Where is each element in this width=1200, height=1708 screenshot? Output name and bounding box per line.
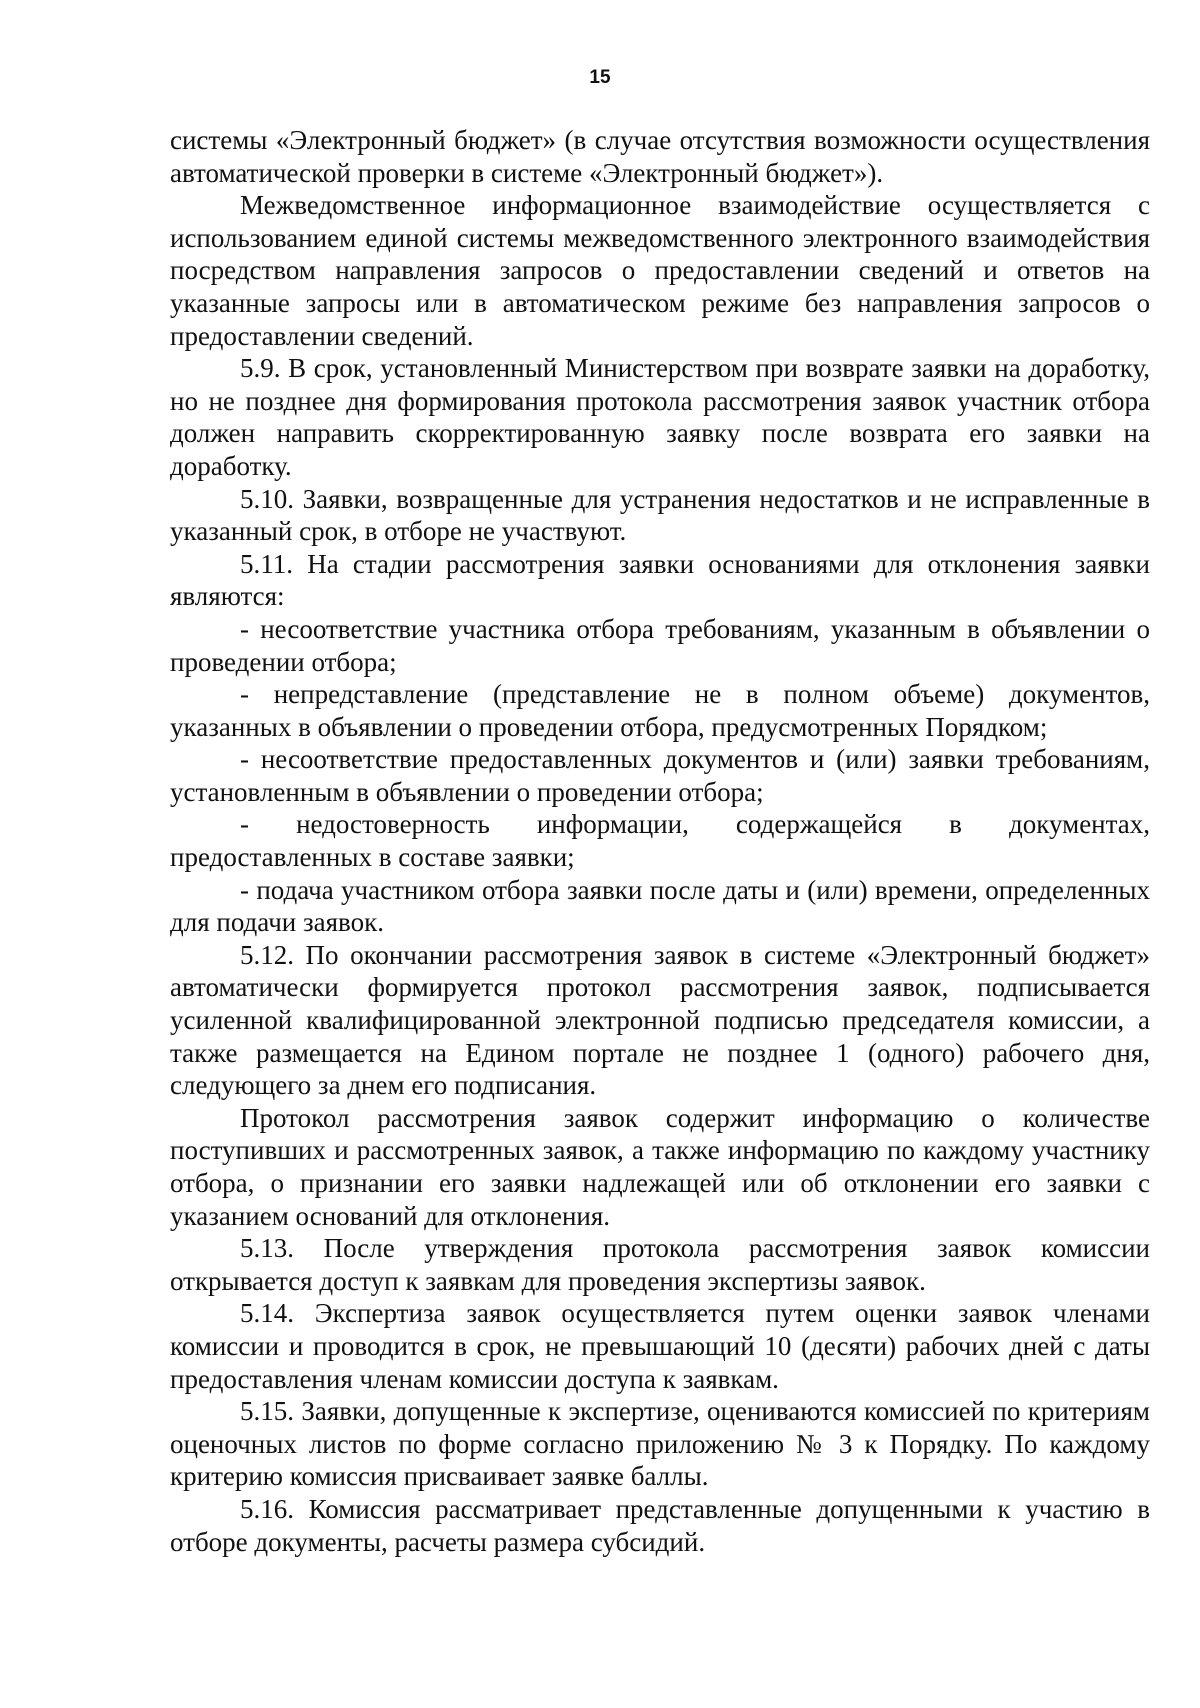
- paragraph-continuation: системы «Электронный бюджет» (в случае отсутствия возможности осуществления автоматической проверки в системе «Электронный бюджет»).: [170, 125, 1150, 188]
- paragraph-protocol-contents: Протокол рассмотрения заявок содержит информацию о количестве поступивших и рассмотренных заявок, а также информацию по каждому участнику отбора, о признании его заявки надлежащей или об отклонении его заявки с указанием оснований для отклонения.: [170, 1102, 1150, 1231]
- list-item-rejection-reason: - подача участником отбора заявки после даты и (или) времени, определенных для подачи заявок.: [170, 874, 1150, 938]
- document-body: [170, 124, 1150, 1558]
- list-item-rejection-reason: - несоответствие участника отбора требованиям, указанным в объявлении о проведении отбора;: [170, 613, 1150, 677]
- paragraph-5-12: 5.12. По окончании рассмотрения заявок в системе «Электронный бюджет» автоматически формируется протокол рассмотрения заявок, подписывается усиленной квалифицированной электронной подписью председателя комиссии, а также размещается на Едином портале не позднее 1 (одного) рабочего дня, следующего за днем его подписания.: [170, 939, 1150, 1101]
- paragraph-5-14: 5.14. Экспертиза заявок осуществляется путем оценки заявок членами комиссии и проводится в срок, не превышающий 10 (десяти) рабочих дней с даты предоставления членам комиссии доступа к заявкам.: [170, 1298, 1150, 1394]
- page-number: 15: [589, 67, 611, 88]
- paragraph-5-10: 5.10. Заявки, возвращенные для устранения недостатков и не исправленные в указанный срок, в отборе не участвуют.: [170, 483, 1150, 547]
- paragraph-5-11: 5.11. На стадии рассмотрения заявки основаниями для отклонения заявки являются:: [170, 548, 1150, 612]
- paragraph-5-16: 5.16. Комиссия рассматривает представленные допущенными к участию в отборе документы, расчеты размера субсидий.: [170, 1493, 1150, 1557]
- paragraph-5-9: 5.9. В срок, установленный Министерством при возврате заявки на доработку, но не позднее дня формирования протокола рассмотрения заявок участник отбора должен направить скорректированную заявку после возврата его заявки на доработку.: [170, 353, 1150, 481]
- paragraph-5-13: 5.13. После утверждения протокола рассмотрения заявок комиссии открывается доступ к заявкам для проведения экспертизы заявок.: [170, 1233, 1150, 1296]
- list-item-rejection-reason: - непредставление (представление не в полном объеме) документов, указанных в объявлении о проведении отбора, предусмотренных Порядком;: [170, 679, 1150, 742]
- list-item-rejection-reason: - недостоверность информации, содержащейся в документах, предоставленных в составе заявки;: [170, 809, 1150, 873]
- paragraph-interagency-interaction: Межведомственное информационное взаимодействие осуществляется с использованием единой системы межведомственного электронного взаимодействия посредством направления запросов о предоставлении сведений и ответов на указанные запросы или в автоматическом режиме без направления запросов о предоставлении сведений.: [170, 190, 1150, 351]
- paragraph-5-15: 5.15. Заявки, допущенные к экспертизе, оцениваются комиссией по критериям оценочных листов по форме согласно приложению № 3 к Порядку. По каждому критерию комиссия присваивает заявке баллы.: [170, 1396, 1150, 1492]
- list-item-rejection-reason: - несоответствие предоставленных документов и (или) заявки требованиям, установленным в объявлении о проведении отбора;: [170, 744, 1150, 807]
